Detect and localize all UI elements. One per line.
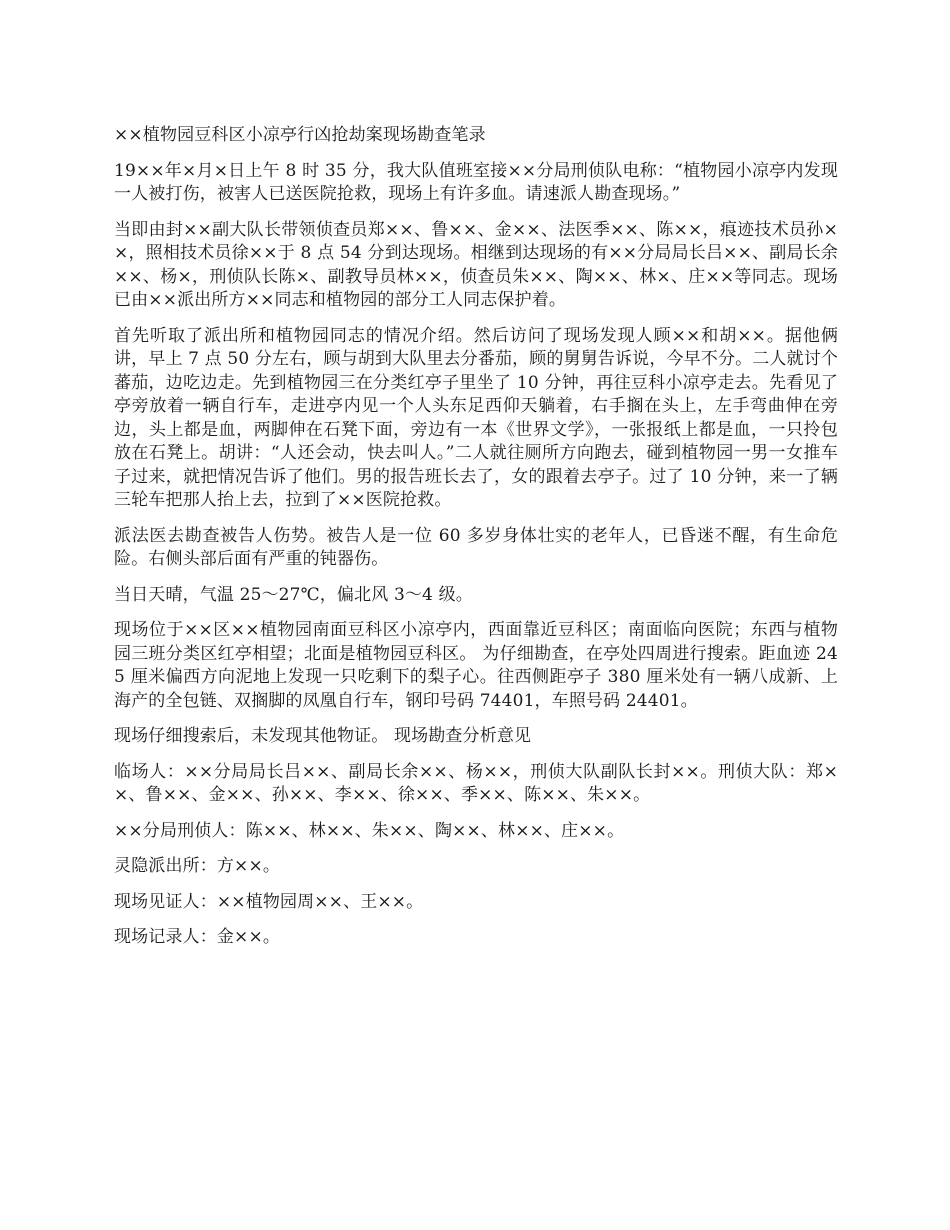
paragraph-scene-location: 现场位于××区××植物园南面豆科区小凉亭内，西面靠近豆科区；南面临向医院；东西与植物园三班分类区红亭相望；北面是植物园豆科区。 为仔细勘查，在亭处四周进行搜索。距血迹 245 厘米偏西方向泥地上发现一只吃剩下的梨子心。往西侧距亭子 380 厘米处有一辆八成新、上海产的全包链、双搁脚的凤凰自行车，钢印号码 74401，车照号码 24401。 — [114, 620, 838, 711]
paragraph-recorder: 现场记录人：金××。 — [114, 927, 280, 947]
paragraph-attending-personnel: 临场人：××分局局长吕××、副局长余××、杨××，刑侦大队副队长封××。刑侦大队：郑××、鲁××、金××、孙××、李××、徐××、季××、陈××、朱××。 — [114, 761, 838, 805]
paragraph-report-call: 19××年×月×日上午 8 时 35 分，我大队值班室接××分局刑侦队电称：“植物园小凉亭内发现一人被打伤，被害人已送医院抢救，现场上有许多血。请速派人勘查现场。” — [114, 160, 838, 204]
paragraph-branch-investigators: ××分局刑侦人：陈××、林××、朱××、陶××、林××、庄××。 — [114, 820, 625, 841]
paragraph-injury-examination: 派法医去勘查被告人伤势。被告人是一位 60 多岁身体壮实的老年人，已昏迷不醒，有生命危险。右侧头部后面有严重的钝器伤。 — [114, 525, 838, 569]
paragraph-search-result: 现场仔细搜索后，未发现其他物证。 现场勘查分析意见 — [114, 726, 532, 746]
paragraph-personnel-arrival: 当即由封××副大队长带领侦查员郑××、鲁××、金××、法医季××、陈××，痕迹技术员孙××，照相技术员徐××于 8 点 54 分到达现场。相继到达现场的有××分局局长吕××、副局长余××、杨×，刑侦队长陈×、副教导员林××，侦查员朱××、陶××、林×、庄××等同志。现场已由××派出所方××同志和植物园的部分工人同志保护着。 — [114, 219, 838, 310]
paragraph-police-station: 灵隐派出所：方××。 — [114, 856, 280, 876]
document-body — [114, 124, 838, 962]
document-title: ××植物园豆科区小凉亭行凶抢劫案现场勘查笔录 — [114, 125, 486, 145]
paragraph-witness-account: 首先听取了派出所和植物园同志的情况介绍。然后访问了现场发现人顾××和胡××。据他俩讲，早上 7 点 50 分左右，顾与胡到大队里去分番茄，顾的舅舅告诉说，今早不分。二人就讨个蕃茄，边吃边走。先到植物园三在分类红亭子里坐了 10 分钟，再往豆科小凉亭走去。先看见了亭旁放着一辆自行车，走进亭内见一个人头东足西仰天躺着，右手搁在头上，左手弯曲伸在旁边，头上都是血，两脚伸在石凳下面，旁边有一本《世界文学》，一张报纸上都是血，一只拎包放在石凳上。胡讲：“人还会动，快去叫人。”二人就往厕所方向跑去，碰到植物园一男一女推车子过来，就把情况告诉了他们。男的报告班长去了，女的跟着去亭子。过了 10 分钟，来一了辆三轮车把那人抬上去，拉到了××医院抢救。 — [114, 325, 838, 510]
paragraph-witnesses: 现场见证人：××植物园周××、王××。 — [114, 891, 424, 912]
paragraph-weather: 当日天晴，气温 25～27℃，偏北风 3～4 级。 — [114, 584, 473, 605]
